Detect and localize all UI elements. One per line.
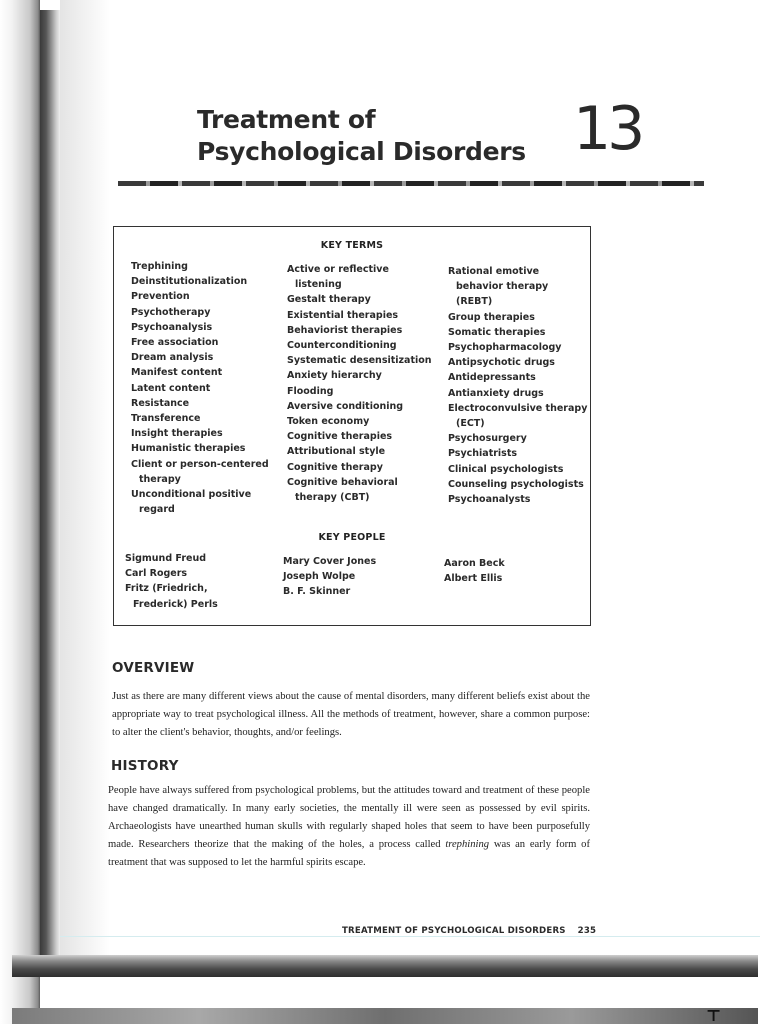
term-item	[444, 571, 505, 586]
term-line: Counseling psychologists	[448, 478, 584, 490]
term-item	[131, 426, 269, 441]
term-line: Joseph Wolpe	[283, 571, 356, 583]
term-line: Unconditional positive	[131, 489, 252, 501]
term-item	[448, 446, 587, 461]
term-line: regard	[139, 504, 175, 516]
term-item	[287, 308, 432, 323]
key-people-column-2	[283, 554, 376, 600]
term-item	[131, 259, 269, 274]
term-item	[448, 431, 587, 446]
term-line: Resistance	[131, 397, 190, 409]
term-line: Gestalt therapy	[287, 294, 371, 306]
term-item	[448, 370, 587, 385]
scan-clip-mark: ⊤	[706, 1006, 722, 1024]
term-item	[131, 350, 269, 365]
term-item	[448, 340, 587, 355]
term-line: B. F. Skinner	[283, 586, 351, 598]
term-item	[131, 411, 269, 426]
term-item	[448, 264, 587, 310]
term-line: Prevention	[131, 291, 190, 303]
term-line: Psychosurgery	[448, 433, 527, 445]
term-line: Group therapies	[448, 311, 535, 323]
next-page-edge	[12, 1008, 758, 1024]
term-line: Electroconvulsive therapy	[448, 402, 588, 414]
term-line: Antipsychotic drugs	[448, 357, 555, 369]
term-line: Carl Rogers	[125, 568, 188, 580]
key-people-heading: KEY PEOPLE	[318, 532, 386, 543]
key-people-column-1	[125, 551, 218, 612]
scan-left-edge	[0, 0, 40, 1024]
term-line: Flooding	[287, 385, 334, 397]
term-item	[448, 355, 587, 370]
term-line: Antidepressants	[448, 372, 536, 384]
term-item	[448, 462, 587, 477]
term-line: Existential therapies	[287, 309, 399, 321]
term-line: Anxiety hierarchy	[287, 370, 382, 382]
term-line: listening	[295, 279, 342, 291]
term-item	[287, 475, 432, 505]
history-heading: HISTORY	[111, 758, 179, 774]
term-line: Psychopharmacology	[448, 342, 562, 354]
term-line: Manifest content	[131, 367, 223, 379]
term-item	[283, 569, 376, 584]
term-item	[448, 310, 587, 325]
term-line: behavior therapy	[456, 281, 549, 293]
term-item	[131, 335, 269, 350]
term-line: Behaviorist therapies	[287, 324, 403, 336]
term-line: Transference	[131, 413, 201, 425]
key-terms-heading: KEY TERMS	[320, 240, 384, 251]
running-footer	[342, 925, 596, 937]
term-line: Somatic therapies	[448, 326, 546, 338]
term-line: Dream analysis	[131, 352, 214, 364]
term-item	[131, 274, 269, 289]
term-line: Psychoanalysts	[448, 494, 531, 506]
term-line: Trephining	[131, 261, 188, 272]
key-terms-box	[113, 226, 591, 626]
history-text-before: People have always suffered from psychological problems, but the attitudes toward and treatment of these people have changed dramatically. In many early societies, the mentally ill were seen as possessed by evil spirits. Archaeologists have unearthed human skulls with regularly shaped holes that seem to have been purposefully made. Researchers theorize that the making of the holes, a process called	[108, 785, 590, 850]
term-item	[287, 323, 432, 338]
term-line: Antianxiety drugs	[448, 387, 544, 399]
term-line: (ECT)	[456, 418, 485, 430]
term-line: Cognitive therapy	[287, 461, 383, 473]
term-item	[287, 338, 432, 353]
book-spine	[40, 10, 60, 970]
term-line: therapy (CBT)	[295, 492, 370, 504]
term-line: Mary Cover Jones	[283, 556, 377, 567]
chapter-title-line-1: Treatment of	[197, 105, 376, 134]
overview-heading: OVERVIEW	[112, 660, 195, 676]
term-item	[131, 381, 269, 396]
term-item	[287, 262, 432, 292]
page-number: 235	[577, 926, 597, 936]
term-item	[448, 325, 587, 340]
term-line: Active or reflective	[287, 264, 389, 275]
term-line: Psychotherapy	[131, 306, 211, 318]
term-item	[448, 492, 587, 507]
term-item	[287, 292, 432, 307]
term-item	[444, 556, 505, 571]
key-terms-column-3	[448, 264, 587, 507]
term-item	[131, 396, 269, 411]
term-item	[131, 457, 269, 487]
chapter-title	[197, 104, 567, 168]
overview-paragraph: Just as there are many different views about the cause of mental disorders, many different beliefs exist about the appropriate way to treat psychological illness. All the methods of treatment, however, share a common purpose: to alter the client's behavior, thoughts, and/or feelings.	[112, 691, 590, 738]
term-item	[131, 441, 269, 456]
term-line: Attributional style	[287, 446, 386, 458]
term-item	[287, 368, 432, 383]
term-item	[283, 584, 376, 599]
term-line: Humanistic therapies	[131, 443, 246, 455]
term-item	[131, 487, 269, 517]
term-line: Rational emotive	[448, 266, 540, 277]
term-item	[448, 477, 587, 492]
trephining-term: trephining	[445, 839, 490, 850]
chapter-title-line-2: Psychological Disorders	[197, 137, 526, 166]
term-line: Free association	[131, 337, 219, 349]
term-item	[287, 460, 432, 475]
term-line: Systematic desensitization	[287, 355, 432, 367]
term-line: Client or person-centered	[131, 458, 269, 470]
term-line: Insight therapies	[131, 428, 223, 440]
term-line: Latent content	[131, 382, 211, 394]
term-line: Aaron Beck	[444, 558, 505, 569]
term-item	[131, 289, 269, 304]
key-terms-column-1	[131, 259, 269, 517]
term-item	[125, 581, 218, 611]
title-rule	[118, 181, 704, 186]
term-line: Counterconditioning	[287, 340, 397, 352]
term-line: Cognitive behavioral	[287, 476, 398, 488]
term-item	[448, 401, 587, 431]
term-line: Token economy	[287, 416, 370, 428]
term-line: Cognitive therapies	[287, 431, 393, 443]
term-line: Deinstitutionalization	[131, 276, 248, 288]
term-line: Albert Ellis	[444, 573, 503, 585]
term-item	[283, 554, 376, 569]
term-line: Frederick) Perls	[133, 598, 218, 610]
key-terms-column-2	[287, 262, 432, 505]
term-item	[131, 320, 269, 335]
history-text-after: was an early form of treatment that was supposed to let the harmful spirits escape.	[108, 839, 590, 868]
running-head: TREATMENT OF PSYCHOLOGICAL DISORDERS	[342, 926, 566, 936]
term-item	[287, 429, 432, 444]
term-item	[287, 384, 432, 399]
term-line: Psychiatrists	[448, 448, 518, 460]
term-line: Sigmund Freud	[125, 553, 207, 564]
term-item	[448, 386, 587, 401]
term-item	[287, 414, 432, 429]
term-item	[131, 305, 269, 320]
term-item	[287, 444, 432, 459]
term-line: therapy	[139, 473, 181, 485]
term-item	[131, 365, 269, 380]
term-line: Clinical psychologists	[448, 463, 564, 475]
key-people-column-3	[444, 556, 505, 586]
term-line: Fritz (Friedrich,	[125, 583, 208, 595]
term-item	[125, 566, 218, 581]
term-line: Psychoanalysis	[131, 321, 213, 333]
gutter-shadow	[60, 0, 110, 960]
term-line: (REBT)	[456, 296, 493, 308]
chapter-number: 13	[573, 94, 642, 164]
term-item	[125, 551, 218, 566]
history-paragraph	[108, 782, 590, 872]
term-line: Aversive conditioning	[287, 400, 404, 412]
term-item	[287, 399, 432, 414]
term-item	[287, 353, 432, 368]
page-bottom-edge	[12, 955, 758, 977]
